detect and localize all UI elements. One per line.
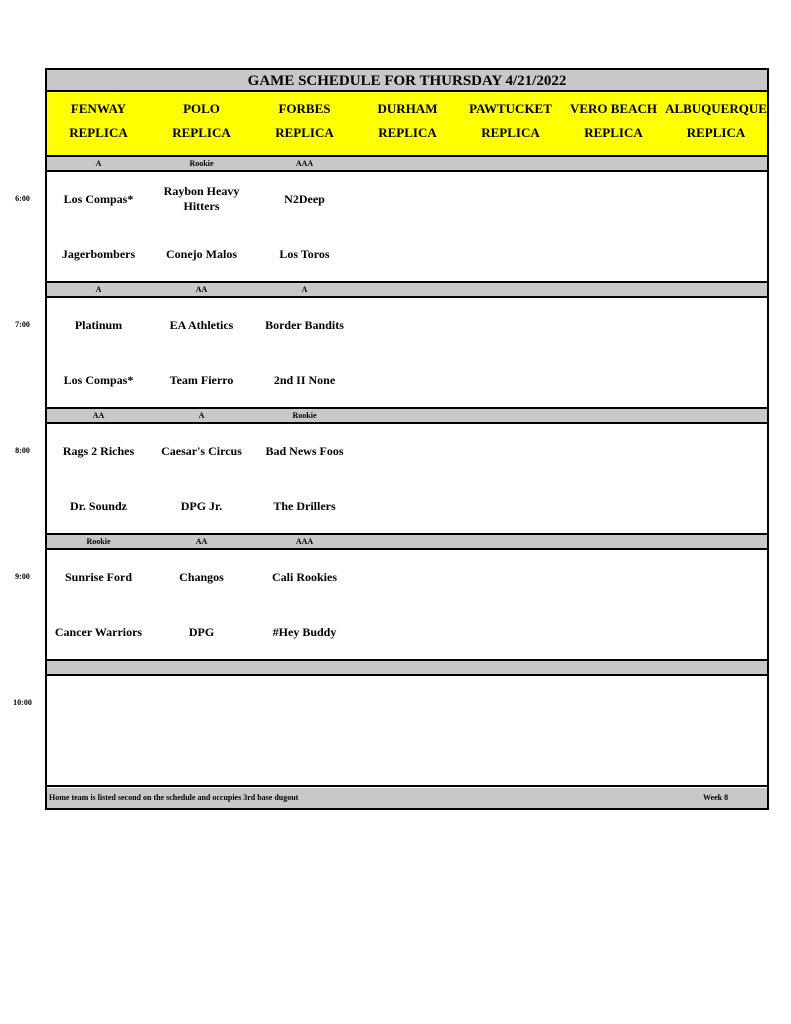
schedule-title: GAME SCHEDULE FOR THURSDAY 4/21/2022 <box>47 70 767 92</box>
away-team: Caesar's Circus <box>161 444 242 458</box>
field-name: FENWAY <box>70 101 127 116</box>
field-name: PAWTUCKET <box>469 101 552 116</box>
division-label: A <box>47 157 152 172</box>
game-cell <box>562 298 667 409</box>
time-label: 7:00 <box>15 320 30 329</box>
division-label <box>47 661 152 676</box>
home-team: 2nd II None <box>273 373 336 387</box>
division-label: Rookie <box>150 157 255 172</box>
division-label <box>356 409 461 424</box>
field-header <box>253 92 358 157</box>
game-cell <box>356 424 461 535</box>
home-team: Dr. Soundz <box>70 499 127 513</box>
time-label: 10:00 <box>13 698 32 707</box>
game-cell <box>459 676 564 787</box>
division-label: AAA <box>253 157 358 172</box>
game-cell <box>253 424 358 535</box>
game-cell <box>47 424 152 535</box>
division-label <box>665 157 769 172</box>
away-team: Bad News Foos <box>265 444 344 458</box>
away-team: Rags 2 Riches <box>62 444 135 458</box>
field-header <box>562 92 667 157</box>
week-label: Week 8 <box>703 793 729 802</box>
away-team: EA Athletics <box>169 318 234 332</box>
field-subtitle: REPLICA <box>275 125 334 140</box>
game-cell <box>150 676 255 787</box>
field-name: VERO BEACH <box>569 101 658 116</box>
game-cell <box>459 172 564 283</box>
home-team: Cancer Warriors <box>54 625 143 639</box>
division-label: AA <box>150 535 255 550</box>
division-label <box>562 409 667 424</box>
division-label <box>562 283 667 298</box>
division-label <box>665 283 769 298</box>
game-cell <box>150 424 255 535</box>
game-cell <box>562 172 667 283</box>
field-header <box>150 92 255 157</box>
time-label: 8:00 <box>15 446 30 455</box>
game-cell <box>459 298 564 409</box>
away-team: Raybon Heavy Hitters <box>163 184 240 213</box>
game-cell <box>665 550 769 661</box>
field-header <box>47 92 152 157</box>
game-cell <box>253 298 358 409</box>
field-name: POLO <box>183 101 220 116</box>
game-cell <box>665 172 769 283</box>
division-label: A <box>253 283 358 298</box>
field-header <box>356 92 461 157</box>
division-label <box>562 661 667 676</box>
home-team: #Hey Buddy <box>272 625 337 639</box>
game-cell <box>47 676 152 787</box>
game-cell <box>47 172 152 283</box>
division-label <box>356 661 461 676</box>
division-label: AA <box>150 283 255 298</box>
schedule-sheet <box>45 68 769 810</box>
home-team: DPG <box>188 625 215 639</box>
game-cell <box>253 172 358 283</box>
division-label <box>459 157 564 172</box>
game-cell <box>665 676 769 787</box>
division-label <box>562 157 667 172</box>
game-cell <box>150 298 255 409</box>
division-label <box>459 283 564 298</box>
game-cell <box>47 550 152 661</box>
field-header <box>459 92 564 157</box>
away-team: Changos <box>179 570 224 584</box>
game-cell <box>459 550 564 661</box>
away-team: Platinum <box>74 318 123 332</box>
field-header <box>665 92 769 157</box>
division-label <box>356 535 461 550</box>
field-subtitle: REPLICA <box>481 125 540 140</box>
game-cell <box>356 172 461 283</box>
away-team: Los Compas* <box>63 192 134 206</box>
division-label: A <box>47 283 152 298</box>
division-label <box>459 661 564 676</box>
home-team: DPG Jr. <box>180 499 223 513</box>
division-label <box>665 535 769 550</box>
game-cell <box>459 424 564 535</box>
division-label <box>562 535 667 550</box>
field-subtitle: REPLICA <box>172 125 231 140</box>
game-cell <box>356 298 461 409</box>
division-label <box>459 535 564 550</box>
game-cell <box>562 424 667 535</box>
field-subtitle: REPLICA <box>378 125 437 140</box>
division-label: AAA <box>253 535 358 550</box>
home-team: Conejo Malos <box>166 247 237 261</box>
division-label <box>665 409 769 424</box>
field-name: DURHAM <box>377 101 438 116</box>
division-label: Rookie <box>253 409 358 424</box>
away-team: Sunrise Ford <box>64 570 132 584</box>
division-label: AA <box>47 409 152 424</box>
home-team: The Drillers <box>273 499 336 513</box>
division-label: Rookie <box>47 535 152 550</box>
away-team: Cali Rookies <box>271 570 337 584</box>
home-team: Jagerbombers <box>61 247 136 261</box>
game-cell <box>356 676 461 787</box>
away-team: N2Deep <box>284 192 325 206</box>
game-cell <box>665 298 769 409</box>
division-label <box>253 661 358 676</box>
footer-note: Home team is listed second on the schedule and occupies 3rd base dugout <box>49 793 299 802</box>
field-subtitle: REPLICA <box>584 125 643 140</box>
game-cell <box>562 676 667 787</box>
game-cell <box>665 424 769 535</box>
division-label <box>356 157 461 172</box>
division-label <box>665 661 769 676</box>
game-cell <box>253 550 358 661</box>
game-cell <box>253 676 358 787</box>
home-team: Los Toros <box>279 247 330 261</box>
away-team: Border Bandits <box>265 318 344 332</box>
game-cell <box>150 172 255 283</box>
division-label: A <box>150 409 255 424</box>
division-label <box>459 409 564 424</box>
field-subtitle: REPLICA <box>686 125 746 140</box>
division-label <box>356 283 461 298</box>
game-cell <box>356 550 461 661</box>
home-team: Los Compas* <box>63 373 134 387</box>
field-name: FORBES <box>278 101 331 116</box>
field-subtitle: REPLICA <box>69 125 128 140</box>
game-cell <box>47 298 152 409</box>
game-cell <box>562 550 667 661</box>
time-label: 9:00 <box>15 572 30 581</box>
home-team: Team Fierro <box>169 373 234 387</box>
footer-bar <box>47 788 767 808</box>
time-label: 6:00 <box>15 194 30 203</box>
game-cell <box>150 550 255 661</box>
field-name: ALBUQUERQUE <box>665 101 767 116</box>
division-label <box>150 661 255 676</box>
